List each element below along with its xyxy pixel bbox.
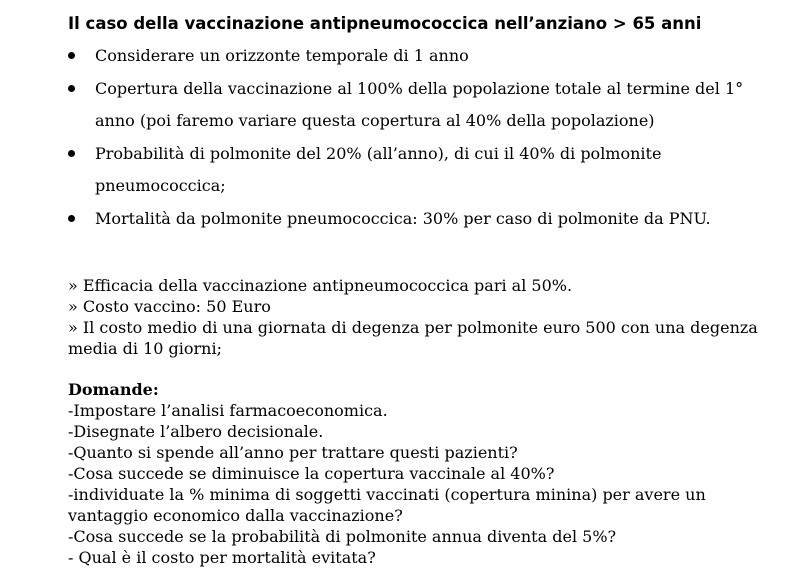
bullet-icon xyxy=(68,52,75,59)
questions-heading: Domande: xyxy=(68,380,159,399)
question-line: -Impostare l’analisi farmacoeconomica. xyxy=(68,401,388,420)
assumption-item xyxy=(68,203,768,235)
question-line: -Cosa succede se la probabilità di polmonite annua diventa del 5%? xyxy=(68,527,617,546)
question-line: -Cosa succede se diminuisce la copertura vaccinale al 40%? xyxy=(68,464,555,483)
assumption-text: Probabilità di polmonite del 20% (all’anno), di cui il 40% di polmonite pneumococcica; xyxy=(95,144,662,195)
fact-line: » Efficacia della vaccinazione antipneumococcica pari al 50%. xyxy=(68,276,573,295)
question-line: -individuate la % minima di soggetti vaccinati (copertura minina) per avere un vantaggio economico dalla vaccinazione? xyxy=(68,485,706,525)
document-page xyxy=(68,12,768,568)
assumption-item xyxy=(68,40,768,72)
question-line: - Qual è il costo per mortalità evitata? xyxy=(68,548,376,567)
fact-line: » Costo vaccino: 50 Euro xyxy=(68,297,271,316)
assumption-item xyxy=(68,73,768,137)
assumption-item xyxy=(68,138,768,202)
facts-block xyxy=(68,275,768,359)
document-title: Il caso della vaccinazione antipneumococcica nell’anziano > 65 anni xyxy=(68,14,702,33)
assumption-text: Mortalità da polmonite pneumococcica: 30% per caso di polmonite da PNU. xyxy=(95,209,711,228)
bullet-icon xyxy=(68,85,75,92)
assumption-text: Copertura della vaccinazione al 100% della popolazione totale al termine del 1° anno (poi faremo variare questa copertura al 40% della popolazione) xyxy=(95,79,744,130)
bullet-icon xyxy=(68,215,75,222)
questions-list xyxy=(68,400,768,568)
assumption-text: Considerare un orizzonte temporale di 1 anno xyxy=(95,46,469,65)
bullet-icon xyxy=(68,150,75,157)
question-line: -Disegnate l’albero decisionale. xyxy=(68,422,324,441)
fact-line: » Il costo medio di una giornata di degenza per polmonite euro 500 con una degenza media di 10 giorni; xyxy=(68,318,758,358)
question-line: -Quanto si spende all’anno per trattare questi pazienti? xyxy=(68,443,518,462)
assumptions-list xyxy=(68,40,768,235)
